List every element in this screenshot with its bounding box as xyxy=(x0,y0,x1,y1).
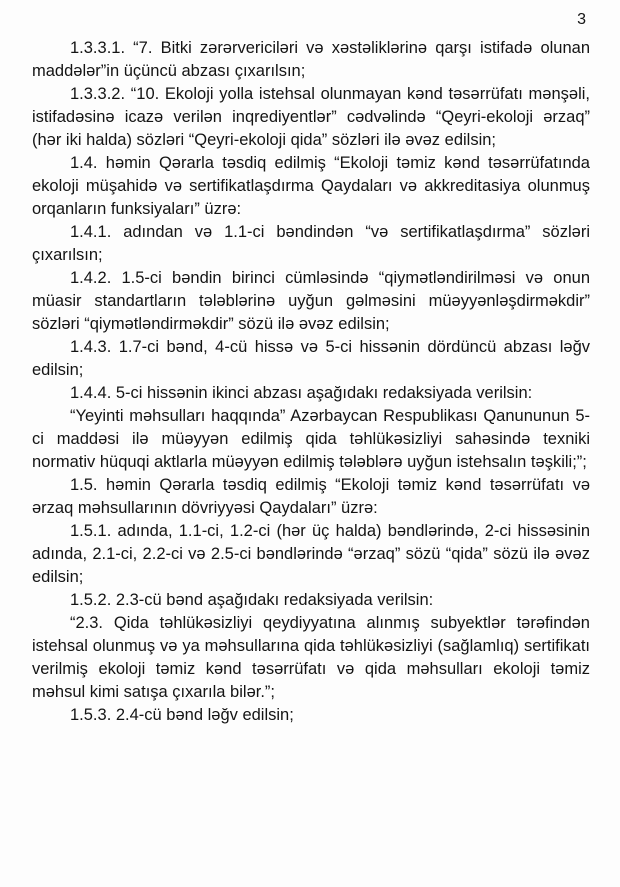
clause-1-5-3: 1.5.3. 2.4-cü bənd ləğv edilsin; xyxy=(70,706,294,724)
clause-1-5: 1.5. həmin Qərarla təsdiq edilmiş “Ekoloji təmiz kənd təsərrüfatı və ərzaq məhsullarının dövriyyəsi Qaydaları” üzrə: xyxy=(32,476,590,517)
page-number: 3 xyxy=(577,11,586,28)
clause-1-4-2: 1.4.2. 1.5-ci bəndin birinci cümləsində “qiymətləndirilməsi və onun müasir standartların tələblərinə uyğun gəlməsini müəyyənləşdirməkdir” sözləri “qiymətləndirməkdir” sözü ilə əvəz edilsin; xyxy=(32,269,590,333)
clause-1-4-4-new-text: “Yeyinti məhsulları haqqında” Azərbaycan Respublikası Qanununun 5-ci maddəsi ilə müəyyən edilmiş qida təhlükəsizliyi sahəsində texniki normativ hüquqi aktlarla müəyyən edilmiş tələblərə uyğun istehsalın təşkili;”; xyxy=(32,407,590,471)
clause-1-5-1: 1.5.1. adında, 1.1-ci, 1.2-ci (hər üç halda) bəndlərində, 2-ci hissəsinin adında, 2.1-ci, 2.2-ci və 2.5-ci bəndlərində “ərzaq” sözü “qida” sözü ilə əvəz edilsin; xyxy=(32,522,590,586)
clause-1-4-4: 1.4.4. 5-ci hissənin ikinci abzası aşağıdakı redaksiyada verilsin: xyxy=(70,384,533,402)
document-body xyxy=(32,37,590,727)
clause-1-3-3-1: 1.3.3.1. “7. Bitki zərərvericiləri və xəstəliklərinə qarşı istifadə olunan maddələr”in üçüncü abzası çıxarılsın; xyxy=(32,39,590,80)
clause-1-5-2: 1.5.2. 2.3-cü bənd aşağıdakı redaksiyada verilsin: xyxy=(70,591,434,609)
clause-1-4-3: 1.4.3. 1.7-ci bənd, 4-cü hissə və 5-ci hissənin dördüncü abzası ləğv edilsin; xyxy=(32,338,590,379)
clause-1-5-2-new-text: “2.3. Qida təhlükəsizliyi qeydiyyatına alınmış subyektlər tərəfindən istehsal olunmuş və ya məhsullarına qida təhlükəsizliyi (sağlamlıq) sertifikatı verilmiş ekoloji təmiz kənd təsərrüfatı və qida məhsulları ekoloji təmiz məhsul kimi satışa çıxarıla bilər.”; xyxy=(32,614,590,701)
clause-1-4-1: 1.4.1. adından və 1.1-ci bəndindən “və sertifikatlaşdırma” sözləri çıxarılsın; xyxy=(32,223,590,264)
clause-1-4: 1.4. həmin Qərarla təsdiq edilmiş “Ekoloji təmiz kənd təsərrüfatında ekoloji müşahidə və sertifikatlaşdırma Qaydaları və akkreditasiya olunmuş orqanların funksiyaları” üzrə: xyxy=(32,154,590,218)
clause-1-3-3-2: 1.3.3.2. “10. Ekoloji yolla istehsal olunmayan kənd təsərrüfatı mənşəli, istifadəsinə icazə verilən inqrediyentlər” cədvəlində “Qeyri-ekoloji ərzaq” (hər iki halda) sözləri “Qeyri-ekoloji qida” sözləri ilə əvəz edilsin; xyxy=(32,85,590,149)
